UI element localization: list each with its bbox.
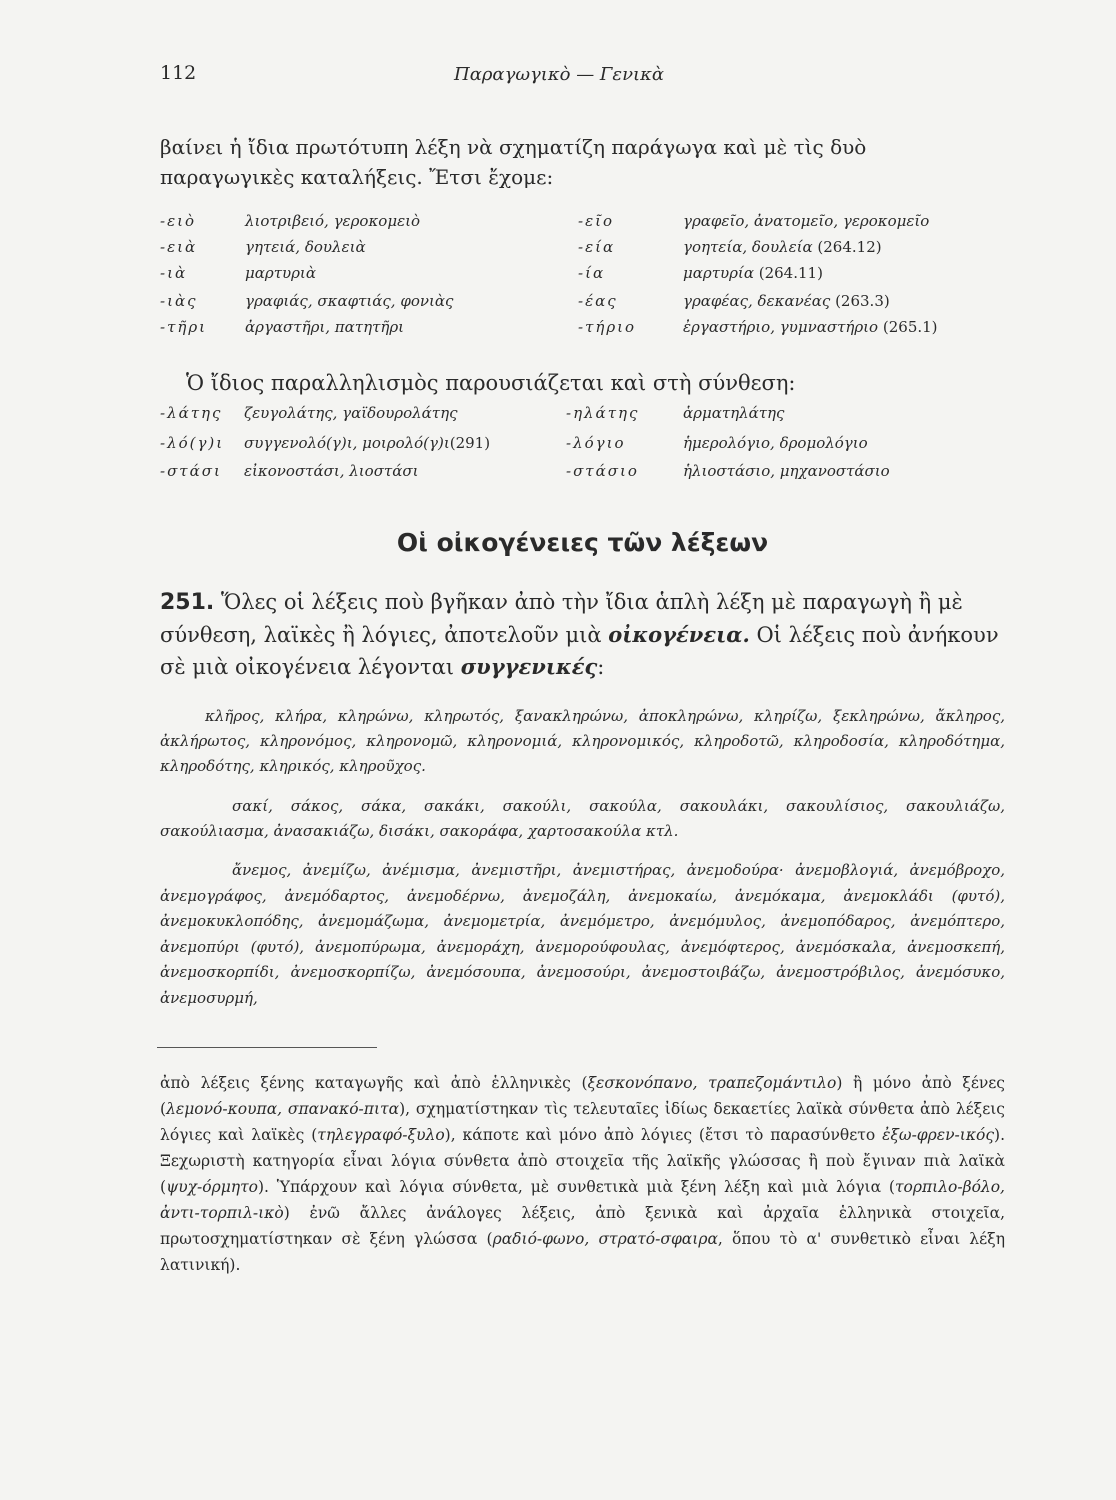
term-cognate: συγγενικές xyxy=(460,654,598,679)
section-text: Ὅλες οἱ λέξεις ποὺ βγῆκαν ἀπὸ τὴν ἴδια ἁπλὴ λέξη μὲ παραγωγὴ ἢ μὲ σύνθεση, λαϊκὲς ἢ λόγιες, ἀποτελοῦν μιὰ xyxy=(160,590,963,647)
footnote-example: τηλεγραφό-ξυλο xyxy=(317,1126,445,1144)
footnote xyxy=(160,1070,1005,1278)
footnote-example: ραδιό-φωνο, στρατό-σφαιρα xyxy=(492,1230,718,1248)
section-number: 251. xyxy=(160,590,215,615)
family-anemos: ἄνεμος, ἀνεμίζω, ἀνέμισμα, ἀνεμιστῆρι, ἀνεμιστήρας, ἀνεμοδούρα· ἀνεμοβλογιά, ἀνεμόβροχο, ἀνεμογράφος, ἀνεμόδαρτος, ἀνεμοδέρνω, ἀνεμοζάλη, ἀνεμοκαίω, ἀνεμόκαμα, ἀνεμοκλάδι (φυτό), ἀνεμοκυκλοπόδης, ἀνεμομάζωμα, ἀνεμομετρία, ἀνεμόμετρο, ἀνεμόμυλος, ἀνεμοπόδαρος, ἀνεμόπτερο, ἀνεμοπύρι (φυτό), ἀνεμοπύρωμα, ἀνεμοράχη, ἀνεμορούφουλας, ἀνεμόφτερος, ἀνεμόσκαλα, ἀνεμοσκεπή, ἀνεμοσκορπίδι, ἀνεμοσκορπίζω, ἀνεμόσουπα, ἀνεμοσούρι, ἀνεμοστοιβάζω, ἀνεμοστρόβιλος, ἀνεμόσυκο, ἀνεμοσυρμή, xyxy=(160,861,1005,1007)
suffix-popular: -τῆρι xyxy=(160,318,208,336)
suffix-popular: -στάσι xyxy=(160,462,222,480)
cross-reference: (264.11) xyxy=(758,264,823,282)
suffix-learned: -ία xyxy=(578,264,606,282)
examples-learned: γραφέας, δεκανέας xyxy=(683,292,831,310)
running-title: Παραγωγικὸ — Γενικὰ xyxy=(454,64,665,85)
section-paragraph xyxy=(160,586,1005,683)
suffix-learned: -έας xyxy=(578,292,618,310)
table-row xyxy=(0,212,1116,238)
examples-learned: μαρτυρία xyxy=(683,264,754,282)
footnote-example: ψυχ-όρμητο xyxy=(166,1178,258,1196)
suffix-popular: -ειὸ xyxy=(160,212,197,230)
footnote-text: ), κάποτε καὶ μόνο ἀπὸ λόγιες (ἔτσι τὸ παρασύνθετο xyxy=(444,1126,883,1144)
footnote-example: τορπιλο-βόλο, ἀντι-τορπιλ-ικὸ xyxy=(160,1178,1005,1222)
parallel-sentence: Ὁ ἴδιος παραλληλισμὸς παρουσιάζεται καὶ στὴ σύνθεση: xyxy=(186,371,796,395)
footnote-text: ), σχηματίστηκαν τὶς τελευταῖες ἰδίως δεκαετίες λαϊκὰ σύνθετα ἀπὸ λέξεις λόγιες καὶ λαϊκὲς ( xyxy=(160,1100,1005,1144)
table-row xyxy=(0,462,1116,488)
section-text: Οἱ λέξεις ποὺ ἀνήκουν σὲ μιὰ οἰκογένεια λέγονται xyxy=(160,623,999,679)
footnote-divider xyxy=(157,1047,377,1048)
suffix-learned: -εία xyxy=(578,238,616,256)
suffix-learned: -εῖο xyxy=(578,212,615,230)
footnote-example: ξεσκονόπανο, τραπεζομάντιλο xyxy=(587,1074,837,1092)
examples-popular: συγγενολό(γ)ι, μοιρολό(γ)ι xyxy=(244,434,450,452)
footnote-text: ). Ὑπάρχουν καὶ λόγια σύνθετα, μὲ συνθετικὰ μιὰ ξένη λέξη καὶ μιὰ λόγια ( xyxy=(257,1178,895,1196)
examples-learned: ἁρματηλάτης xyxy=(683,404,785,422)
examples-popular: ζευγολάτης, γαϊδουρολάτης xyxy=(244,404,458,422)
footnote-text: ). Ξεχωριστὴ κατηγορία εἶναι λόγια σύνθετα ἀπὸ στοιχεῖα τῆς λαϊκῆς γλώσσας ἢ ποὺ ἔγιναν πιὰ λαϊκὰ ( xyxy=(160,1126,1005,1196)
footnote-example: ἐξω-φρεν-ικός xyxy=(882,1126,995,1144)
section-heading: Οἱ οἰκογένειες τῶν λέξεων xyxy=(396,528,769,557)
examples-popular: εἰκονοστάσι, λιοστάσι xyxy=(244,462,419,480)
examples-popular: γητειά, δουλειὰ xyxy=(245,238,366,256)
suffix-learned: -στάσιο xyxy=(566,462,639,480)
cross-reference: (264.12) xyxy=(817,238,882,256)
examples-learned: γοητεία, δουλεία xyxy=(683,238,813,256)
table-row xyxy=(0,292,1116,318)
cross-reference: (291) xyxy=(449,434,491,452)
family-saki: σακί, σάκος, σάκα, σακάκι, σακούλι, σακούλα, σακουλάκι, σακουλίσιος, σακουλιάζω, σακούλιασμα, ἀνασακιάζω, δισάκι, σακοράφα, χαρτοσακούλα κτλ. xyxy=(160,797,1005,840)
examples-popular: γραφιάς, σκαφτιάς, φονιὰς xyxy=(245,292,454,310)
examples-learned: γραφεῖο, ἀνατομεῖο, γεροκομεῖο xyxy=(683,212,930,230)
suffix-popular: -ιὰ xyxy=(160,264,188,282)
footnote-example: λεμονό-κουπα, σπανακό-πιτα xyxy=(166,1100,400,1118)
footnote-text: , ὅπου τὸ α' συνθετικὸ εἶναι λέξη λατινική). xyxy=(160,1230,1005,1274)
table-row xyxy=(0,434,1116,460)
table-row xyxy=(0,264,1116,290)
suffix-popular: -ειὰ xyxy=(160,238,198,256)
examples-learned: ἡλιοστάσιο, μηχανοστάσιο xyxy=(683,462,890,480)
table-row xyxy=(0,238,1116,264)
suffix-popular: -λάτης xyxy=(160,404,223,422)
table-row xyxy=(0,318,1116,344)
page-number: 112 xyxy=(160,62,197,84)
cross-reference: (265.1) xyxy=(882,318,938,336)
suffix-learned: -λόγιο xyxy=(566,434,626,452)
examples-popular: μαρτυριὰ xyxy=(245,264,316,282)
examples-popular: ἀργαστῆρι, πατητῆρι xyxy=(245,318,405,336)
cross-reference: (263.3) xyxy=(835,292,890,310)
footnote-text: ) ἐνῶ ἄλλες ἀνάλογες λέξεις, ἀπὸ ξενικὰ καὶ ἀρχαῖα ἑλληνικὰ στοιχεῖα, πρωτοσχηματίστηκαν σὲ ξένη γλώσσα ( xyxy=(160,1204,1005,1248)
footnote-text: ἀπὸ λέξεις ξένης καταγωγῆς καὶ ἀπὸ ἑλληνικὲς ( xyxy=(160,1074,588,1092)
examples-learned: ἡμερολόγιο, δρομολόγιο xyxy=(683,434,868,452)
intro-paragraph: βαίνει ἡ ἴδια πρωτότυπη λέξη νὰ σχηματίζη παράγωγα καὶ μὲ τὶς δυὸ παραγωγικὲς καταλήξεις. Ἔτσι ἔχομε: xyxy=(160,135,867,189)
suffix-popular: -ιὰς xyxy=(160,292,198,310)
suffix-learned: -ηλάτης xyxy=(566,404,640,422)
table-row xyxy=(0,404,1116,430)
section-text: : xyxy=(597,655,605,679)
suffix-learned: -τήριο xyxy=(578,318,637,336)
suffix-popular: -λό(γ)ι xyxy=(160,434,225,452)
footnote-text: ) ἢ μόνο ἀπὸ ξένες ( xyxy=(160,1074,1005,1118)
family-kleros: κλῆρος, κλήρα, κληρώνω, κληρωτός, ξανακληρώνω, ἀποκληρώνω, κληρίζω, ξεκληρώνω, ἄκληρος, ἀκλήρωτος, κληρονόμος, κληρονομῶ, κληρονομιά, κληρονομικός, κληροδοτῶ, κληροδοσία, κληροδότημα, κληροδότης, κληρικός, κληροῦχος. xyxy=(160,707,1005,775)
examples-popular: λιοτριβειό, γεροκομειὸ xyxy=(245,212,421,230)
examples-learned: ἐργαστήριο, γυμναστήριο xyxy=(683,318,879,336)
term-family: οἰκογένεια. xyxy=(608,622,750,647)
